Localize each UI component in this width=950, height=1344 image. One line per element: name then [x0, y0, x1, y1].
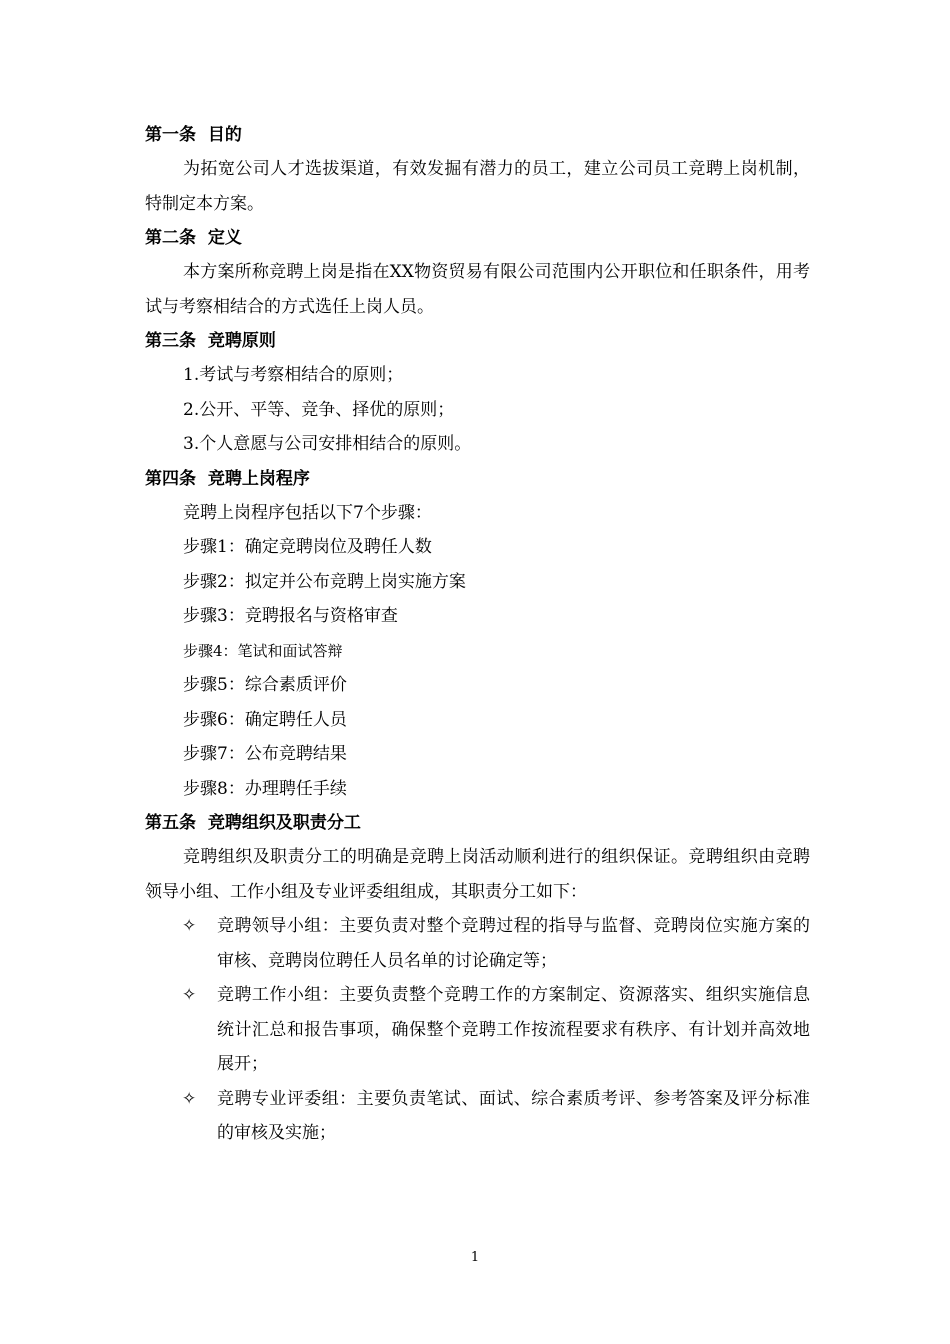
section-heading-organization: 第五条 竞聘组织及职责分工 — [145, 813, 361, 833]
bullet-item — [145, 978, 810, 1082]
list-item: 1.考试与考察相结合的原则； — [183, 365, 404, 385]
step-item: 步骤8：办理聘任手续 — [183, 778, 347, 799]
document-body — [145, 118, 810, 1151]
bullet-text: 竞聘专业评委组：主要负责笔试、面试、综合素质考评、参考答案及评分标准的审核及实施； — [217, 1088, 810, 1143]
step-item: 步骤3：竞聘报名与资格审查 — [183, 606, 398, 626]
list-item: 3.个人意愿与公司安排相结合的原则。 — [183, 434, 472, 454]
step-item: 步骤6：确定聘任人员 — [183, 709, 347, 730]
step-item: 步骤1：确定竞聘岗位及聘任人数 — [183, 537, 432, 557]
paragraph: 本方案所称竞聘上岗是指在XX物资贸易有限公司范围内公开职位和任职条件，用考试与考察相结合的方式选任上岗人员。 — [145, 262, 810, 317]
step-item: 步骤7：公布竞聘结果 — [183, 744, 347, 764]
bullet-list — [145, 909, 810, 1151]
diamond-bullet-icon: ✧ — [182, 1088, 197, 1109]
page-number: 1 — [470, 1250, 480, 1265]
section-heading-purpose: 第一条 目的 — [145, 125, 242, 145]
section-heading-procedure: 第四条 竞聘上岗程序 — [145, 468, 310, 489]
paragraph: 竞聘组织及职责分工的明确是竞聘上岗活动顺利进行的组织保证。竞聘组织由竞聘领导小组、工作小组及专业评委组组成，其职责分工如下： — [145, 847, 810, 902]
bullet-item — [145, 909, 810, 978]
step-item: 步骤5：综合素质评价 — [183, 675, 347, 695]
diamond-bullet-icon: ✧ — [182, 916, 197, 936]
paragraph: 为拓宽公司人才选拔渠道，有效发掘有潜力的员工，建立公司员工竞聘上岗机制，特制定本方案。 — [145, 159, 810, 214]
step-item: 步骤4：笔试和面试答辩 — [183, 641, 343, 660]
diamond-bullet-icon: ✧ — [182, 985, 197, 1005]
section-heading-definition: 第二条 定义 — [145, 228, 242, 248]
procedure-intro: 竞聘上岗程序包括以下7个步骤： — [183, 502, 432, 523]
bullet-text: 竞聘领导小组：主要负责对整个竞聘过程的指导与监督、竞聘岗位实施方案的审核、竞聘岗位聘任人员名单的讨论确定等； — [217, 916, 810, 971]
section-heading-principles: 第三条 竞聘原则 — [145, 331, 276, 351]
bullet-item — [145, 1082, 810, 1151]
list-item: 2.公开、平等、竞争、择优的原则； — [183, 399, 455, 420]
bullet-text: 竞聘工作小组：主要负责整个竞聘工作的方案制定、资源落实、组织实施信息统计汇总和报告事项，确保整个竞聘工作按流程要求有秩序、有计划并高效地展开； — [217, 985, 810, 1074]
step-item: 步骤2：拟定并公布竞聘上岗实施方案 — [183, 571, 466, 592]
